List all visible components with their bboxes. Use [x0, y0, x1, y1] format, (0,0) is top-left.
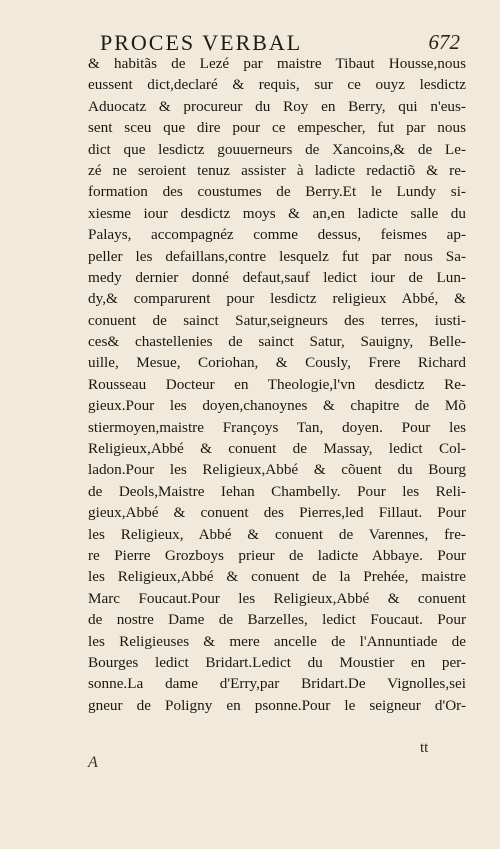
text-line: Rousseau Docteur en Theologie,l'vn desdictz Re- [88, 375, 466, 393]
text-line: de Deols,Maistre Iehan Chambelly. Pour les Reli- [88, 482, 466, 500]
text-line: ces& chastellenies de sainct Satur, Sauigny, Belle- [88, 333, 466, 351]
text-line: Aduocatz & procureur du Roy en Berry, qui n'eus- [88, 97, 466, 115]
page-number: 672 [428, 30, 460, 54]
text-line: stiermoyen,maistre Françoys Tan, doyen. Pour les [88, 418, 466, 436]
text-line: les Religieuses & mere ancelle de l'Annuntiade de [88, 632, 466, 650]
text-line: re Pierre Grozboys prieur de ladicte Abbaye. Pour [88, 546, 466, 564]
text-line: medy dernier donné defaut,sauf ledict iour de Lun- [88, 268, 466, 286]
text-line: gieux.Pour les doyen,chanoynes & chapitre de Mõ [88, 397, 466, 415]
text-line: formation des coustumes de Berry.Et le Lundy si- [88, 183, 466, 201]
text-line: les Religieux,Abbé & conuent de la Prehée, maistre [88, 568, 466, 586]
text-line: conuent de sainct Satur,seigneurs des terres, iusti- [88, 311, 466, 329]
text-line: Bourges ledict Bridart.Ledict du Moustier en per- [88, 653, 466, 671]
body-text [88, 53, 466, 716]
catchword: tt [420, 740, 429, 756]
text-line: gneur de Poligny en psonne.Pour le seigneur d'Or- [88, 696, 466, 714]
text-line: de nostre Dame de Barzelles, ledict Foucaut. Pour [88, 611, 466, 629]
text-line: dict que lesdictz gouuerneurs de Xancoins,& de Le- [88, 140, 466, 158]
signature-mark: A [88, 754, 98, 771]
text-line: sonne.La dame d'Erry,par Bridart.De Vignolles,sei [88, 675, 466, 693]
text-line: les Religieux, Abbé & conuent de Varennes, fre- [88, 525, 466, 543]
text-line: peller les defaillans,contre lesquelz fut par nous Sa- [88, 247, 466, 265]
text-line: & habitãs de Lezé par maistre Tibaut Housse,nous [88, 55, 466, 72]
text-line: xiesme iour desdictz moys & an,en ladicte salle du [88, 204, 466, 222]
running-title: PROCES VERBAL [100, 30, 303, 55]
text-line: Religieux,Abbé & conuent de Massay, ledict Col- [88, 440, 466, 458]
text-line: ladon.Pour les Religieux,Abbé & cõuent du Bourg [88, 461, 466, 479]
text-line: zé ne seroient tenuz assister à ladicte redactiõ & re- [88, 161, 466, 179]
text-line: uille, Mesue, Coriohan, & Cously, Frere Richard [88, 354, 466, 372]
text-line: Marc Foucaut.Pour les Religieux,Abbé & conuent [88, 589, 466, 607]
text-line: dy,& comparurent pour lesdictz religieux Abbé, & [88, 290, 466, 308]
text-line: sent sceu que dire pour ce empescher, fut par nous [88, 119, 466, 137]
text-line: eussent dict,declaré & requis, sur ce ouyz lesdictz [88, 76, 466, 94]
text-line: gieux,Abbé & conuent des Pierres,led Fillaut. Pour [88, 504, 466, 522]
text-line: Palays, accompagnéz comme dessus, feismes ap- [88, 226, 466, 244]
